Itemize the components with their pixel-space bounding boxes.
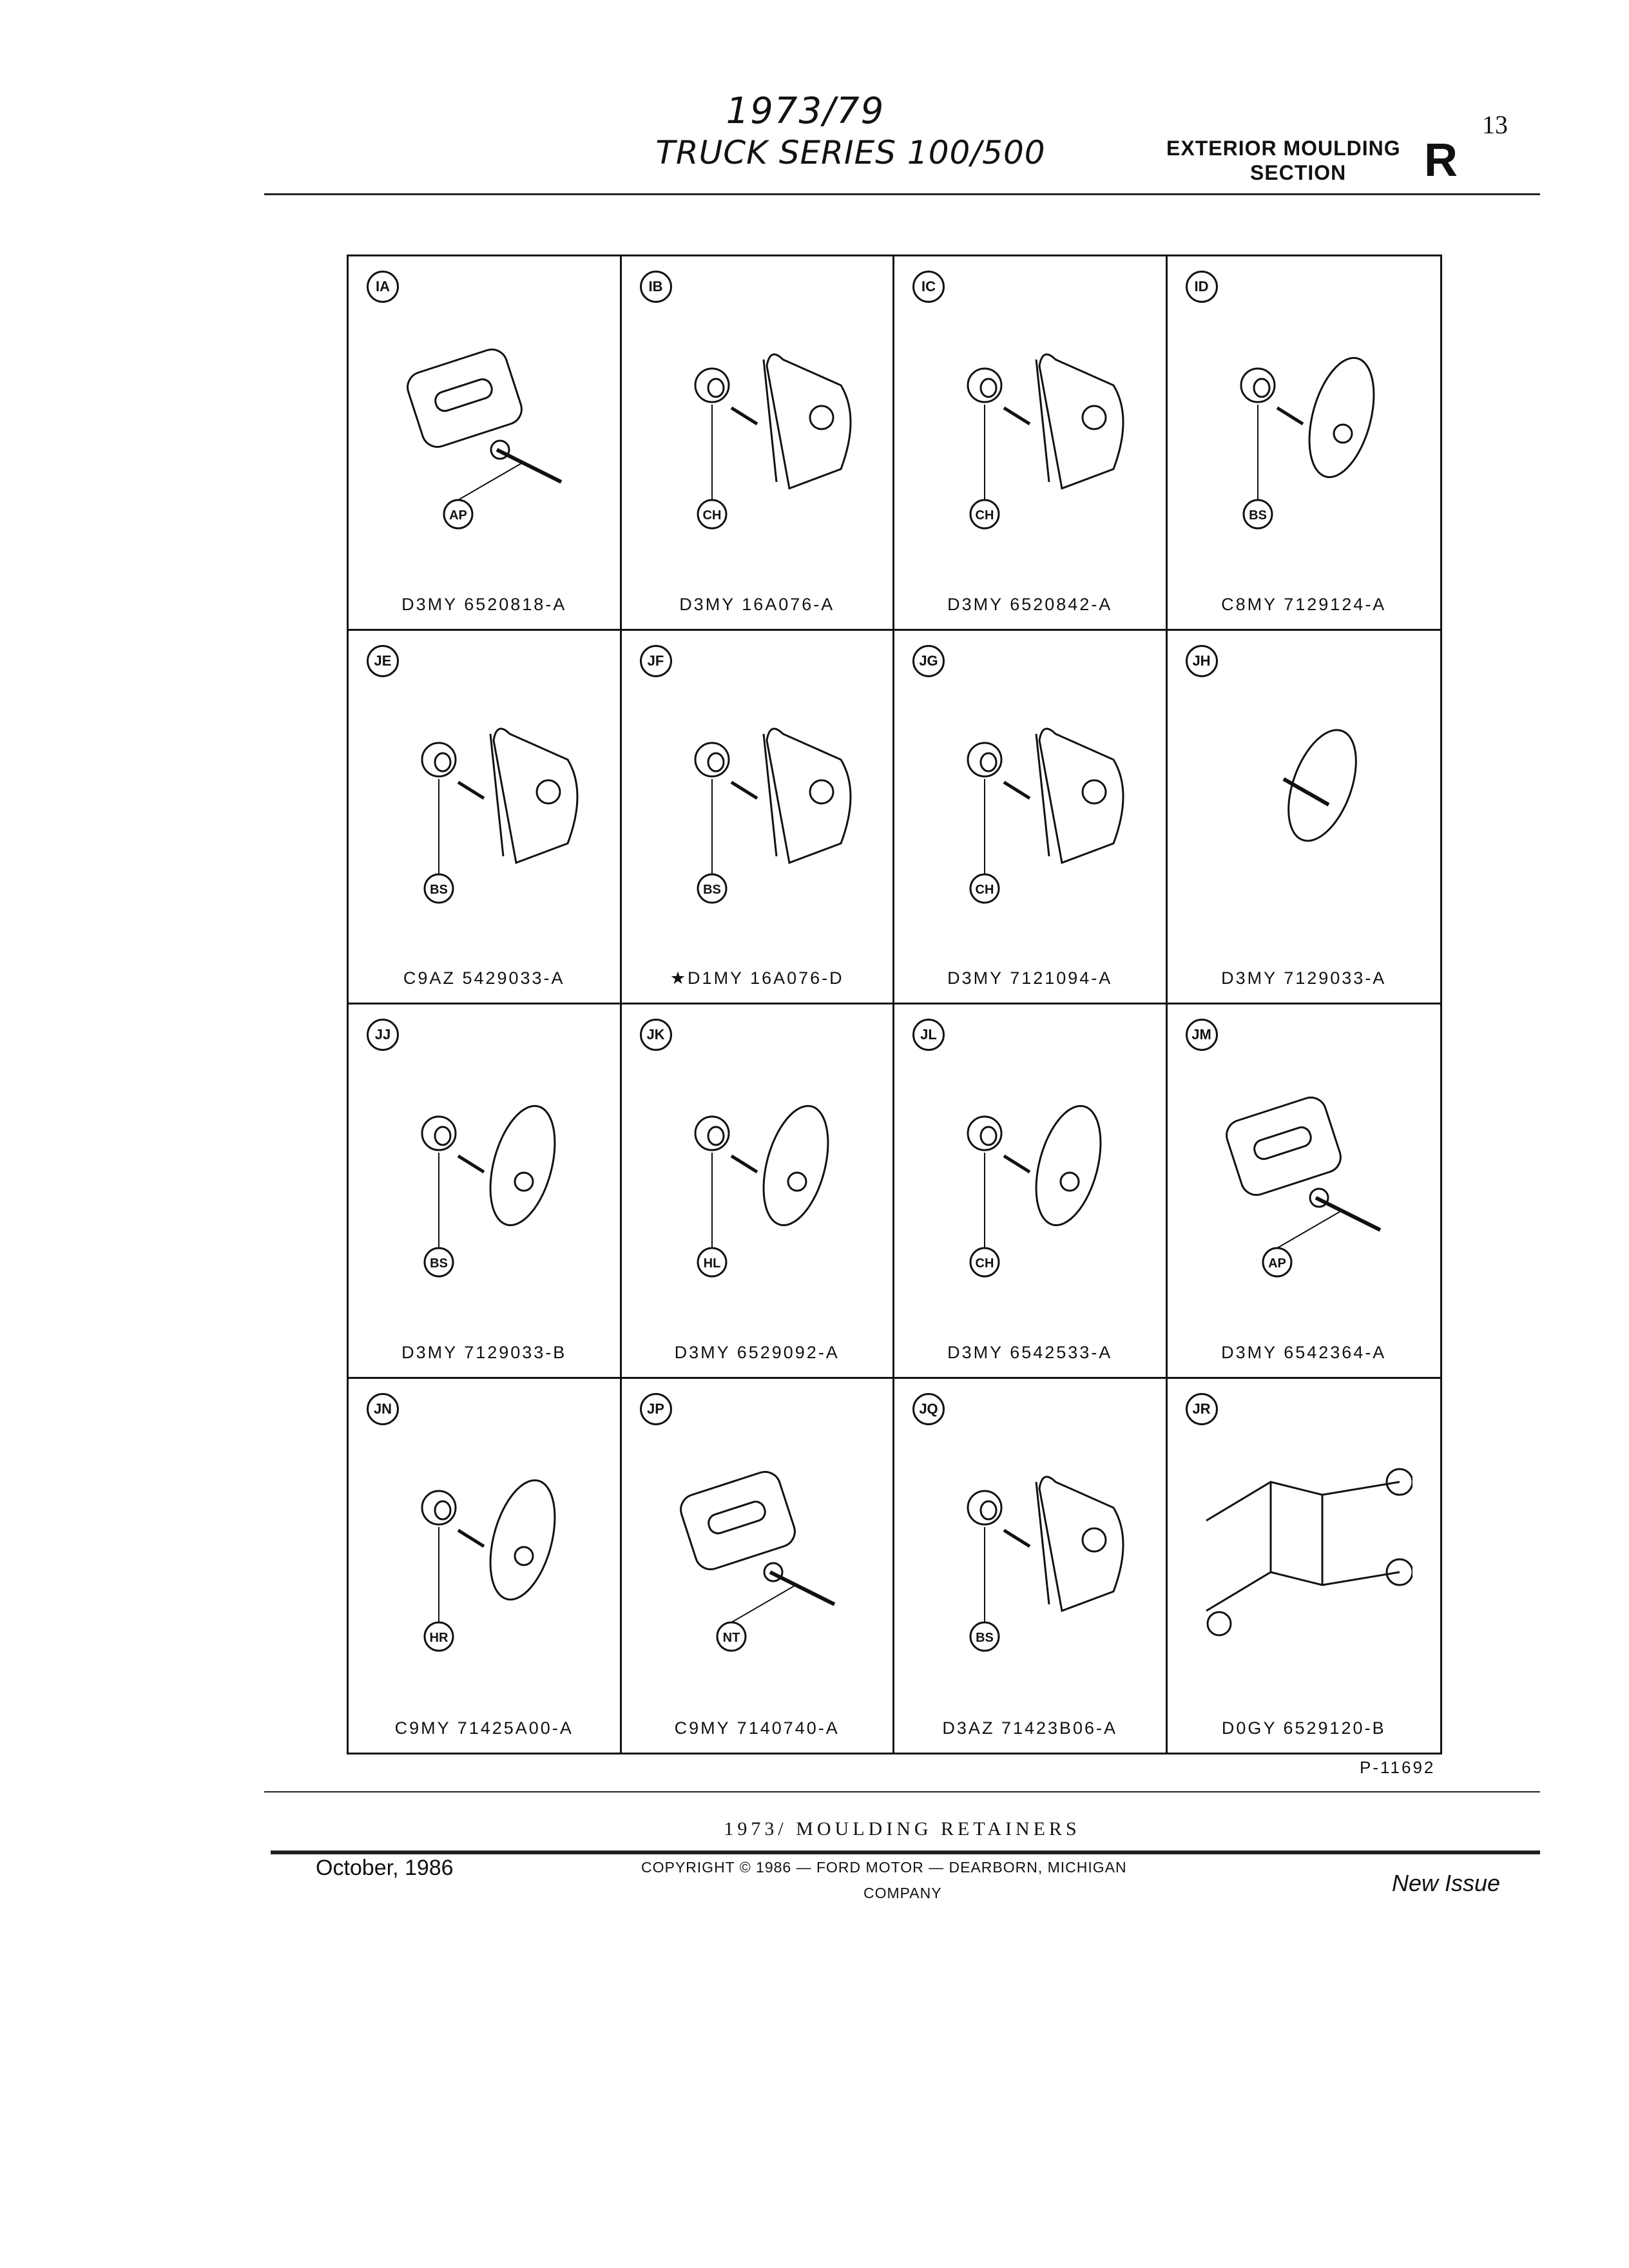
part-number: D3MY 6542533-A <box>947 1342 1113 1362</box>
part-id-badge: JQ <box>912 1393 945 1425</box>
svg-text:NT: NT <box>722 1630 740 1645</box>
svg-text:BS: BS <box>430 1256 448 1271</box>
oval-clip-with-nut-icon <box>920 1069 1139 1301</box>
wire-spring-retainer-icon <box>1193 1443 1412 1675</box>
svg-text:BS: BS <box>430 882 448 897</box>
part-cell <box>622 256 895 631</box>
part-number: D3MY 7129033-B <box>401 1342 567 1362</box>
svg-text:AP: AP <box>1268 1256 1286 1271</box>
part-id-badge: JK <box>640 1019 672 1051</box>
svg-text:HR: HR <box>429 1630 448 1645</box>
part-cell <box>1168 1004 1441 1379</box>
spring-clip-with-nut-icon <box>920 321 1139 553</box>
part-id-badge: JH <box>1186 645 1218 677</box>
page-number: 13 <box>1482 110 1508 139</box>
spring-clip-with-nut-icon <box>648 695 867 927</box>
part-cell <box>349 1004 622 1379</box>
svg-text:CH: CH <box>975 508 994 523</box>
footer-date: October, 1986 <box>316 1856 454 1880</box>
svg-text:CH: CH <box>975 1256 994 1271</box>
parts-grid <box>347 255 1442 1754</box>
part-id-badge: ID <box>1186 271 1218 303</box>
spring-clip-with-nut-icon <box>648 321 867 553</box>
oval-clip-with-nut-icon <box>374 1069 593 1301</box>
part-number: D3AZ 71423B06-A <box>942 1718 1118 1738</box>
svg-text:CH: CH <box>975 882 994 897</box>
figure-reference: P-11692 <box>1360 1758 1436 1777</box>
spring-clip-with-nut-icon <box>920 695 1139 927</box>
part-number: D3MY 6520818-A <box>401 594 567 614</box>
part-id-badge: JJ <box>367 1019 399 1051</box>
spring-clip-with-nut-icon <box>374 695 593 927</box>
part-cell <box>1168 631 1441 1005</box>
header-rule <box>264 193 1540 195</box>
svg-text:BS: BS <box>1248 508 1267 523</box>
part-id-badge: JE <box>367 645 399 677</box>
part-number: C9MY 71425A00-A <box>394 1718 574 1738</box>
part-number: ★D1MY 16A076-D <box>670 968 844 988</box>
svg-text:BS: BS <box>702 882 721 897</box>
slotted-clip-with-pin-icon <box>374 321 593 553</box>
part-cell <box>349 1379 622 1753</box>
part-cell <box>349 256 622 631</box>
section-title: EXTERIOR MOULDING <box>1166 137 1401 160</box>
header-series: TRUCK SERIES 100/500 <box>655 134 1046 171</box>
part-cell <box>894 1379 1168 1753</box>
part-cell <box>1168 256 1441 631</box>
footer-copyright: COPYRIGHT © 1986 — FORD MOTOR — DEARBORN, MICHIGAN <box>641 1859 1127 1876</box>
part-cell <box>622 1004 895 1379</box>
section-letter: R <box>1424 135 1458 186</box>
svg-text:BS: BS <box>976 1630 994 1645</box>
part-id-badge: JG <box>912 645 945 677</box>
part-id-badge: JP <box>640 1393 672 1425</box>
footer-rule <box>271 1850 1540 1854</box>
part-number: D3MY 7121094-A <box>947 968 1113 988</box>
spring-clip-with-nut-icon <box>920 1443 1139 1675</box>
part-cell <box>894 256 1168 631</box>
part-id-badge: JR <box>1186 1393 1218 1425</box>
part-cell <box>894 1004 1168 1379</box>
part-number: D3MY 6520842-A <box>947 594 1113 614</box>
part-cell <box>1168 1379 1441 1753</box>
oval-clip-with-nut-icon <box>374 1443 593 1675</box>
part-id-badge: JN <box>367 1393 399 1425</box>
part-number: C9AZ 5429033-A <box>403 968 565 988</box>
part-number: C8MY 7129124-A <box>1221 594 1387 614</box>
part-id-badge: IA <box>367 271 399 303</box>
part-number: D3MY 6529092-A <box>674 1342 840 1362</box>
part-id-badge: JM <box>1186 1019 1218 1051</box>
part-number: D3MY 16A076-A <box>679 594 835 614</box>
part-cell <box>622 631 895 1005</box>
footer-issue-status: New Issue <box>1392 1870 1501 1896</box>
part-number: D0GY 6529120-B <box>1221 1718 1386 1738</box>
figure-caption: 1973/ MOULDING RETAINERS <box>724 1818 1081 1840</box>
part-number: C9MY 7140740-A <box>674 1718 840 1738</box>
svg-text:CH: CH <box>702 508 721 523</box>
footer-copyright-company: COMPANY <box>863 1885 942 1901</box>
part-cell <box>894 631 1168 1005</box>
svg-text:HL: HL <box>703 1256 720 1271</box>
part-number: D3MY 6542364-A <box>1221 1342 1387 1362</box>
oval-clip-with-nut-icon <box>648 1069 867 1301</box>
slotted-clip-with-screw-icon <box>648 1443 867 1675</box>
oval-clip-with-stud-icon <box>1193 695 1412 927</box>
header-year: 1973/79 <box>726 90 885 132</box>
part-number: D3MY 7129033-A <box>1221 968 1387 988</box>
section-subtitle: SECTION <box>1250 161 1347 184</box>
part-id-badge: IC <box>912 271 945 303</box>
oval-clip-with-nut-icon <box>1193 321 1412 553</box>
caption-rule-top <box>264 1791 1540 1792</box>
svg-text:AP: AP <box>449 508 467 523</box>
part-id-badge: JL <box>912 1019 945 1051</box>
part-id-badge: JF <box>640 645 672 677</box>
part-cell <box>349 631 622 1005</box>
part-cell <box>622 1379 895 1753</box>
slotted-clip-with-pin-icon <box>1193 1069 1412 1301</box>
part-id-badge: IB <box>640 271 672 303</box>
